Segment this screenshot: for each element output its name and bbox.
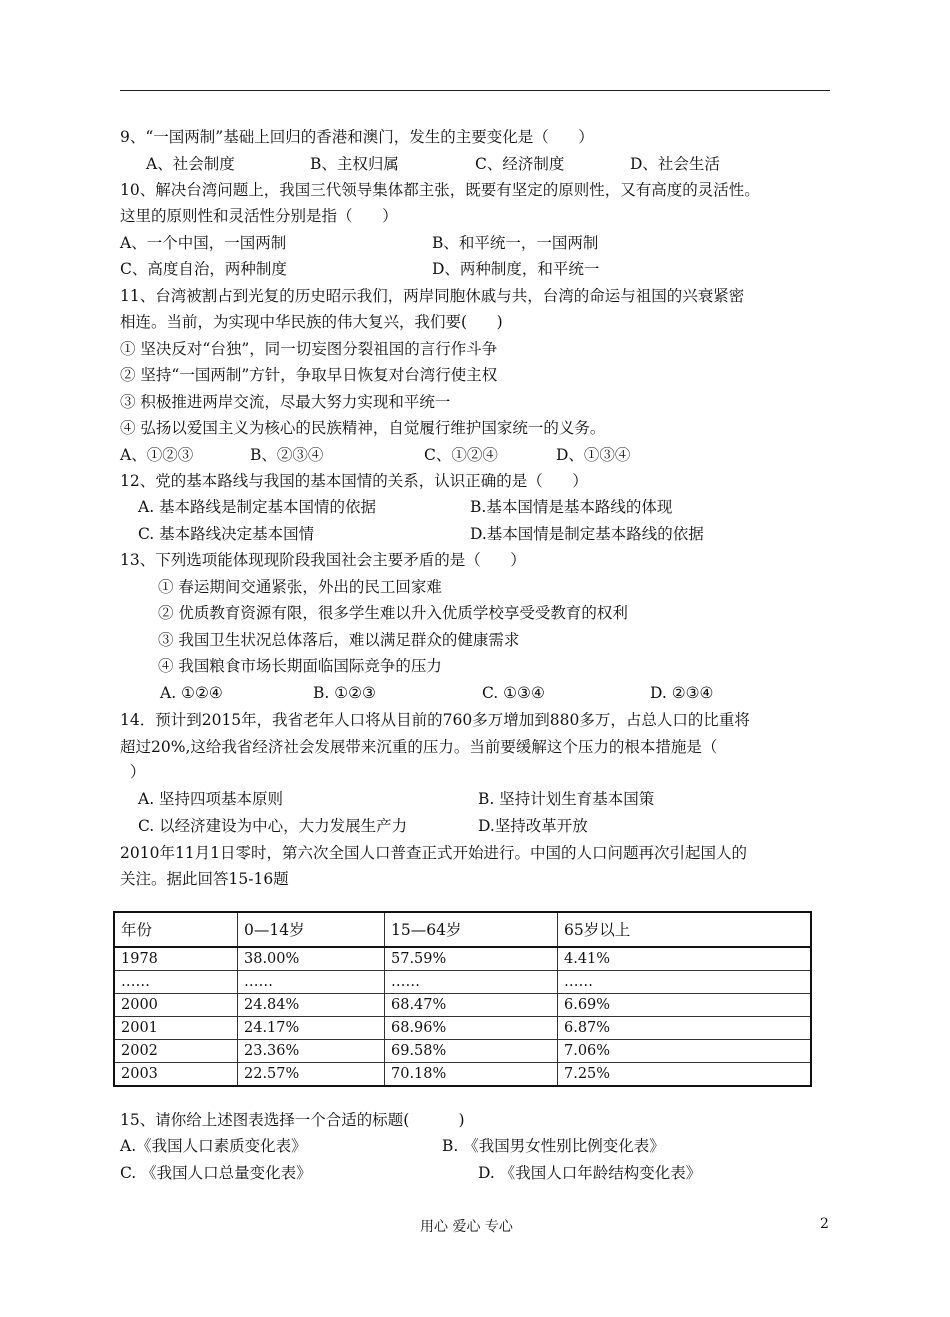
q14-option-d: D.坚持改革开放 [478,817,588,835]
population-age-table [113,911,812,1087]
q11-option-d: D、①③④ [556,446,631,464]
q14-stem-1: 14．预计到2015年，我省老年人口将从目前的760多万增加到880多万，占总人口的比重将 [120,711,750,729]
table-cell: 2003 [114,1063,238,1087]
table-cell: …… [114,971,238,994]
q11-stem-2: 相连。当前，为实现中华民族的伟大复兴，我们要( ) [120,313,503,331]
q11-option-c: C、①②④ [424,446,498,464]
q10-option-c: C、高度自治，两种制度 [120,260,287,278]
table-cell: 23.36% [238,1040,385,1063]
table-header-cell: 15—64岁 [385,912,558,947]
q13-item-2: ② 优质教育资源有限，很多学生难以升入优质学校享受受教育的权利 [158,604,628,622]
q9-option-b: B、主权归属 [310,155,399,173]
q10-option-d: D、两种制度，和平统一 [432,260,600,278]
header-rule [120,90,830,91]
q14-option-a: A. 坚持四项基本原则 [138,790,284,808]
q12-option-d: D.基本国情是制定基本路线的依据 [470,525,704,543]
table-cell: 6.87% [558,1017,812,1040]
table-header-cell: 0—14岁 [238,912,385,947]
table-cell: 6.69% [558,994,812,1017]
q12-option-b: B.基本国情是基本路线的体现 [470,498,673,516]
intro-line-1: 2010年11月1日零时，第六次全国人口普查正式开始进行。中国的人口问题再次引起国人的 [120,844,748,862]
footer-motto: 用心 爱心 专心 [420,1219,513,1235]
q12-option-c: C. 基本路线决定基本国情 [138,525,315,543]
table-cell: 22.57% [238,1063,385,1087]
q14-option-c: C. 以经济建设为中心，大力发展生产力 [138,817,408,835]
q13-option-d: D. ②③④ [650,684,714,702]
q13-option-a: A. ①②④ [160,684,223,702]
q14-option-b: B. 坚持计划生育基本国策 [478,790,655,808]
q9-stem: 9、“一国两制”基础上回归的香港和澳门，发生的主要变化是（ ） [120,128,594,146]
table-cell: 2000 [114,994,238,1017]
q11-option-a: A、①②③ [120,446,194,464]
table-cell: 7.25% [558,1063,812,1087]
q15-option-d: D. 《我国人口年龄结构变化表》 [478,1164,702,1182]
q10-stem-2: 这里的原则性和灵活性分别是指（ ） [120,207,398,225]
q11-item-4: ④ 弘扬以爱国主义为核心的民族精神，自觉履行维护国家统一的义务。 [120,419,606,437]
q9-option-a: A、社会制度 [146,155,235,173]
table-cell: 2001 [114,1017,238,1040]
q14-stem-3: ） [120,763,146,781]
table-cell: …… [238,971,385,994]
q12-stem: 12、党的基本路线与我国的基本国情的关系，认识正确的是（ ） [120,472,588,490]
table-cell: …… [558,971,812,994]
q10-option-b: B、和平统一，一国两制 [432,234,599,252]
table-header-row [114,912,811,947]
q9-option-d: D、社会生活 [630,155,720,173]
table-row [114,971,811,994]
table-row [114,1040,811,1063]
table-row [114,1017,811,1040]
table-cell: 68.96% [385,1017,558,1040]
table-cell: 2002 [114,1040,238,1063]
table-cell: 38.00% [238,947,385,971]
intro-line-2: 关注。据此回答15-16题 [120,870,289,888]
q15-stem: 15、请你给上述图表选择一个合适的标题( ) [120,1111,465,1129]
table-cell: …… [385,971,558,994]
table-cell: 24.84% [238,994,385,1017]
table-cell: 4.41% [558,947,812,971]
table-row [114,994,811,1017]
q15-option-a: A.《我国人口素质变化表》 [120,1137,307,1155]
table-row [114,947,811,971]
q11-stem-1: 11、台湾被割占到光复的历史昭示我们，两岸同胞休戚与共，台湾的命运与祖国的兴衰紧密 [120,287,745,305]
q10-stem-1: 10、解决台湾问题上，我国三代领导集体都主张，既要有坚定的原则性，又有高度的灵活性。 [120,181,760,199]
table-row [114,1063,811,1087]
page-number: 2 [820,1216,829,1232]
table-cell: 57.59% [385,947,558,971]
q13-item-4: ④ 我国粮食市场长期面临国际竞争的压力 [158,657,442,675]
q13-stem: 13、下列选项能体现现阶段我国社会主要矛盾的是（ ） [120,551,526,569]
q13-option-b: B. ①②③ [313,684,376,702]
q13-item-1: ① 春运期间交通紧张，外出的民工回家难 [158,578,442,596]
q14-stem-2: 超过20%,这给我省经济社会发展带来沉重的压力。当前要缓解这个压力的根本措施是（ [120,738,718,756]
q15-option-b: B. 《我国男女性别比例变化表》 [442,1137,665,1155]
table-cell: 24.17% [238,1017,385,1040]
table-cell: 70.18% [385,1063,558,1087]
table-header-cell: 年份 [114,912,238,947]
q11-item-2: ② 坚持“一国两制”方针，争取早日恢复对台湾行使主权 [120,366,498,384]
table-header-cell: 65岁以上 [558,912,812,947]
q13-item-3: ③ 我国卫生状况总体落后，难以满足群众的健康需求 [158,631,520,649]
table-cell: 69.58% [385,1040,558,1063]
table-cell: 1978 [114,947,238,971]
table-cell: 68.47% [385,994,558,1017]
q9-option-c: C、经济制度 [475,155,565,173]
q11-item-1: ① 坚决反对“台独”，同一切妄图分裂祖国的言行作斗争 [120,340,498,358]
q15-option-c: C. 《我国人口总量变化表》 [120,1164,312,1182]
q13-option-c: C. ①③④ [482,684,545,702]
q11-option-b: B、②③④ [250,446,324,464]
q10-option-a: A、一个中国，一国两制 [120,234,287,252]
table-cell: 7.06% [558,1040,812,1063]
q11-item-3: ③ 积极推进两岸交流，尽最大努力实现和平统一 [120,393,451,411]
q12-option-a: A. 基本路线是制定基本国情的依据 [138,498,377,516]
